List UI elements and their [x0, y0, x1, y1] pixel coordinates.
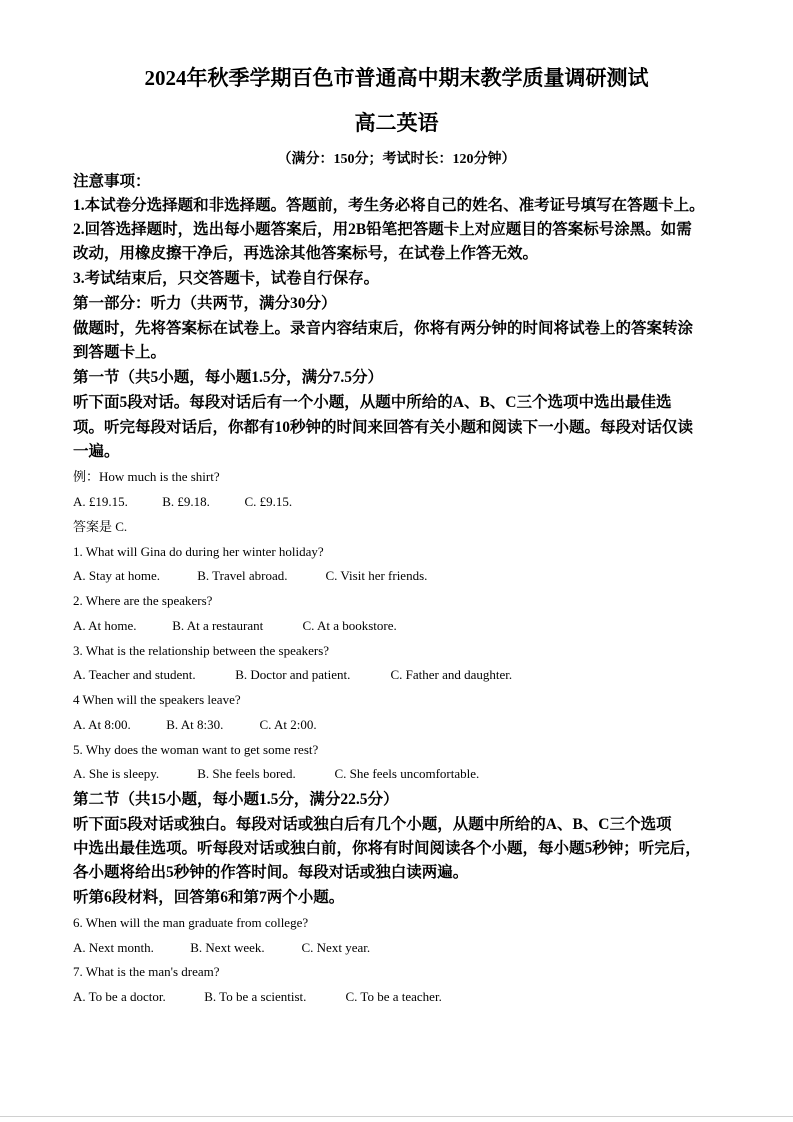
- option: C. £9.15.: [244, 494, 293, 509]
- option: B. Travel abroad.: [197, 568, 288, 583]
- section2-instruction: 中选出最佳选项。听每段对话或独白前，你将有时间阅读各个小题，每小题5秒钟；听完后，: [73, 840, 701, 857]
- option: A. Teacher and student.: [73, 667, 196, 682]
- question-1: 1. What will Gina do during her winter holiday?: [73, 544, 324, 559]
- question-7: 7. What is the man's dream?: [73, 964, 220, 979]
- option: A. At home.: [73, 618, 137, 633]
- exam-title: 2024年秋季学期百色市普通高中期末教学质量调研测试: [144, 66, 649, 90]
- section1-instruction: 项。听完每段对话后，你都有10秒钟的时间来回答有关小题和阅读下一小题。每段对话仅读: [73, 419, 694, 436]
- part1-heading: 第一部分：听力（共两节，满分30分）: [73, 295, 337, 312]
- option: C. She feels uncomfortable.: [334, 766, 480, 781]
- example-options: [73, 493, 292, 511]
- option: B. She feels bored.: [197, 766, 296, 781]
- section1-instruction: 听下面5段对话。每段对话后有一个小题，从题中所给的A、B、C三个选项中选出最佳选: [73, 394, 672, 411]
- question-5-options: [73, 765, 479, 783]
- option: A. To be a doctor.: [73, 989, 166, 1004]
- option: A. Stay at home.: [73, 568, 161, 583]
- option: C. To be a teacher.: [345, 989, 442, 1004]
- note-item: 2.回答选择题时，选出每小题答案后，用2B铅笔把答题卡上对应题目的答案标号涂黑。如需: [73, 221, 692, 238]
- option: A. At 8:00.: [73, 717, 131, 732]
- question-3: 3. What is the relationship between the speakers?: [73, 643, 330, 658]
- option: A. £19.15.: [73, 494, 128, 509]
- example-question: 例：How much is the shirt?: [73, 469, 220, 484]
- section1-instruction: 一遍。: [73, 443, 120, 460]
- question-6: 6. When will the man graduate from college?: [73, 915, 309, 930]
- option: A. She is sleepy.: [73, 766, 160, 781]
- question-6-options: [73, 939, 370, 957]
- option: B. At 8:30.: [166, 717, 224, 732]
- page-bottom-rule: [0, 1116, 793, 1117]
- option: B. At a restaurant: [172, 618, 264, 633]
- part1-instruction: 做题时，先将答案标在试卷上。录音内容结束后，你将有两分钟的时间将试卷上的答案转涂: [73, 320, 694, 337]
- option: C. At 2:00.: [259, 717, 317, 732]
- option: B. Next week.: [190, 940, 265, 955]
- option: B. £9.18.: [162, 494, 210, 509]
- question-4-options: [73, 716, 317, 734]
- example-answer: 答案是 C.: [73, 519, 128, 534]
- question-7-options: [73, 988, 442, 1006]
- option: B. Doctor and patient.: [235, 667, 351, 682]
- section2-heading: 第二节（共15小题，每小题1.5分，满分22.5分）: [73, 791, 399, 808]
- option: A. Next month.: [73, 940, 154, 955]
- section2-instruction: 听下面5段对话或独白。每段对话或独白后有几个小题，从题中所给的A、B、C三个选项: [73, 816, 672, 833]
- option: C. At a bookstore.: [302, 618, 397, 633]
- score-info: （满分：150分；考试时长：120分钟）: [277, 152, 516, 167]
- option: C. Visit her friends.: [325, 568, 428, 583]
- material-6-heading: 听第6段材料，回答第6和第7两个小题。: [73, 889, 345, 906]
- part1-instruction: 到答题卡上。: [73, 344, 167, 361]
- question-4: 4 When will the speakers leave?: [73, 692, 241, 707]
- section1-heading: 第一节（共5小题，每小题1.5分，满分7.5分）: [73, 369, 384, 386]
- note-item: 改动，用橡皮擦干净后，再选涂其他答案标号，在试卷上作答无效。: [73, 245, 539, 262]
- question-2: 2. Where are the speakers?: [73, 593, 213, 608]
- option: C. Father and daughter.: [390, 667, 513, 682]
- notes-heading: 注意事项：: [73, 173, 151, 190]
- option: B. To be a scientist.: [204, 989, 307, 1004]
- question-2-options: [73, 617, 397, 635]
- question-1-options: [73, 567, 427, 585]
- question-5: 5. Why does the woman want to get some rest?: [73, 742, 319, 757]
- question-3-options: [73, 666, 512, 684]
- subject-title: 高二英语: [354, 111, 439, 135]
- note-item: 3.考试结束后，只交答题卡，试卷自行保存。: [73, 270, 380, 287]
- note-item: 1.本试卷分选择题和非选择题。答题前，考生务必将自己的姓名、准考证号填写在答题卡上。: [73, 197, 705, 214]
- option: C. Next year.: [301, 940, 371, 955]
- section2-instruction: 各小题将给出5秒钟的作答时间。每段对话或独白读两遍。: [73, 864, 469, 881]
